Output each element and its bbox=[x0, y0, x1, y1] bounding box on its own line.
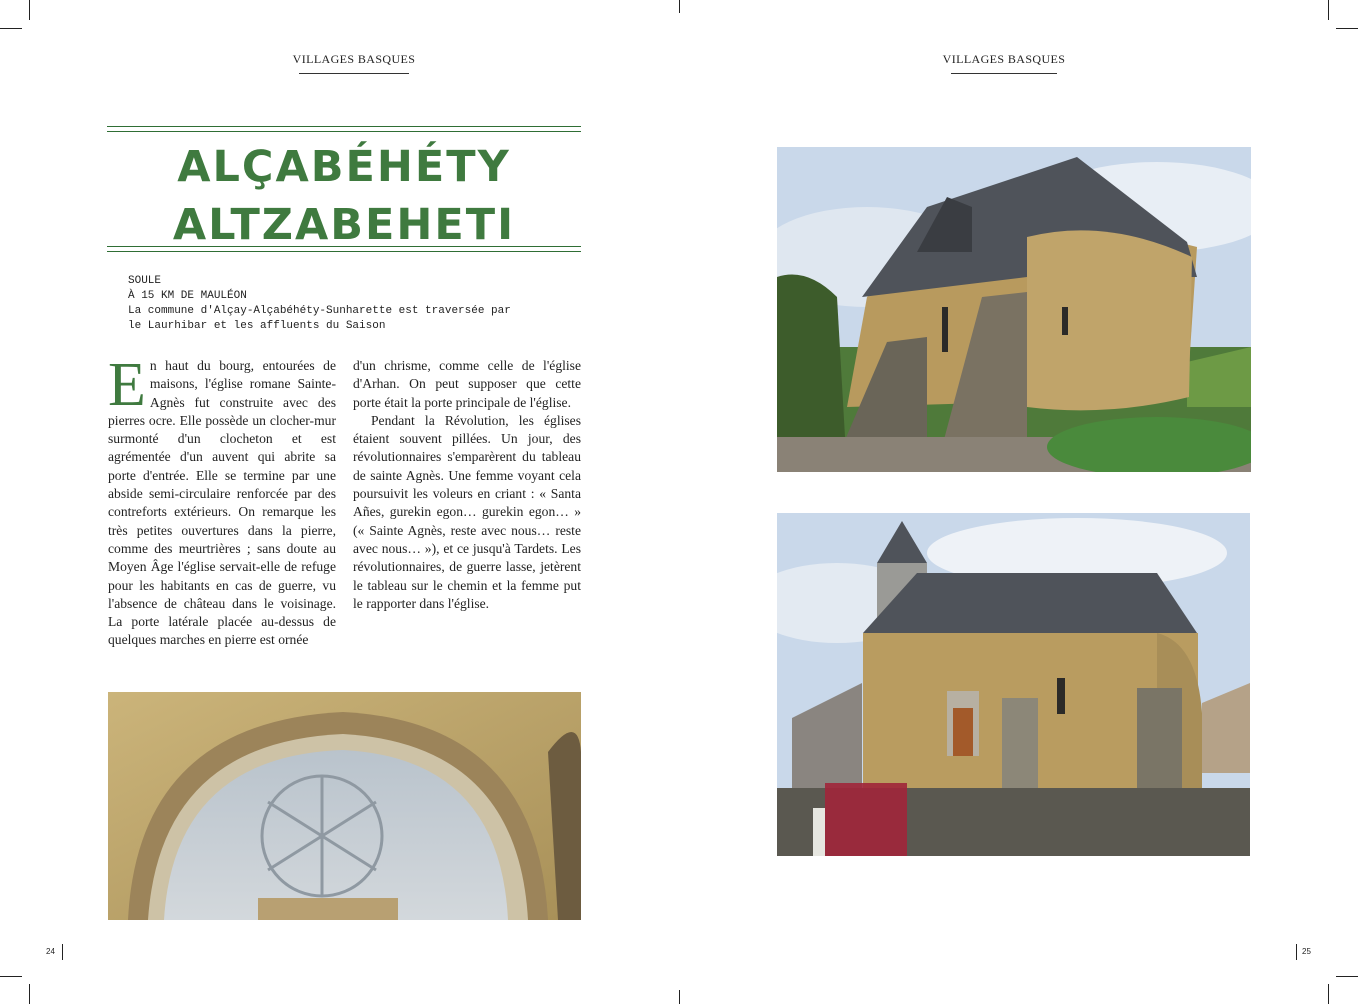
folio-rule bbox=[1296, 944, 1297, 960]
commune-description: le Laurhibar et les affluents du Saison bbox=[128, 320, 386, 332]
crop-mark bbox=[29, 0, 30, 20]
title-rule-top bbox=[107, 126, 581, 132]
title-basque: ALTZABEHETI bbox=[172, 200, 516, 250]
page-number-left: 24 bbox=[46, 947, 55, 956]
running-head-rule bbox=[299, 73, 409, 74]
crop-mark bbox=[1328, 984, 1329, 1004]
crop-mark bbox=[679, 0, 680, 13]
drop-cap: E bbox=[108, 351, 146, 419]
running-head-text: VILLAGES BASQUES bbox=[292, 52, 416, 66]
body-column-1 bbox=[108, 351, 336, 650]
body-column-2 bbox=[353, 357, 581, 613]
distance-label: À 15 KM DE MAULÉON bbox=[128, 290, 247, 302]
church-apse-photo bbox=[777, 147, 1251, 472]
body-paragraph bbox=[108, 351, 336, 650]
folio-rule bbox=[62, 944, 63, 960]
region-label: SOULE bbox=[128, 275, 162, 287]
title-rule-bottom bbox=[107, 246, 581, 252]
crop-mark bbox=[0, 976, 22, 977]
crop-mark bbox=[1336, 976, 1358, 977]
body-paragraph: Pendant la Révolution, les églises étaient souvent pillées. Un jour, des révolutionnaires s'emparèrent du tableau de sainte Agnès. Une femme voyant cela poursuivit les voleurs en criant : « Santa Añes, gurekin egon… gurekin egon… » (« Sainte Agnès, reste avec nous… reste avec nous… »), et ce jusqu'à Tardets. Les révolutionnaires, de guerre lasse, jetèrent le tableau sur le chemin et la femme put le rapporter dans l'église. bbox=[353, 412, 581, 611]
running-head-left bbox=[284, 52, 424, 74]
title-french: ALÇABÉHÉTY bbox=[177, 142, 511, 192]
body-paragraph: d'un chrisme, comme celle de l'église d'Arhan. On peut supposer que cette porte était la porte principale de l'église. bbox=[353, 358, 581, 410]
chrism-photo bbox=[108, 692, 581, 920]
running-head-right bbox=[934, 52, 1074, 74]
crop-mark bbox=[0, 28, 22, 29]
page-number-right: 25 bbox=[1302, 947, 1311, 956]
location-info bbox=[128, 274, 578, 334]
crop-mark bbox=[29, 984, 30, 1004]
crop-mark bbox=[1328, 0, 1329, 20]
crop-mark bbox=[679, 990, 680, 1004]
commune-description: La commune d'Alçay-Alçabéhéty-Sunharette est traversée par bbox=[128, 305, 511, 317]
running-head-rule bbox=[951, 73, 1057, 74]
crop-mark bbox=[1336, 28, 1358, 29]
church-side-photo bbox=[777, 513, 1250, 856]
body-text: n haut du bourg, entourées de maisons, l'église romane Sainte-Agnès fut construite avec des pierres ocre. Elle possède un clocher-mur surmonté d'un clocheton et est agrémentée d'un auvent qui abrite sa porte d'entrée. Elle se termine par une abside semi-circulaire renforcée par des contreforts extérieurs. On remarque les très petites ouvertures dans la pierre, comme des meurtrières ; sans doute au Moyen Âge l'église servait-elle de refuge pour les habitants en cas de guerre, vu l'absence de château dans le voisinage. La porte latérale placée au-dessus de quelques marches en pierre est ornée bbox=[108, 358, 336, 648]
running-head-text: VILLAGES BASQUES bbox=[942, 52, 1066, 66]
title-block bbox=[107, 126, 581, 252]
